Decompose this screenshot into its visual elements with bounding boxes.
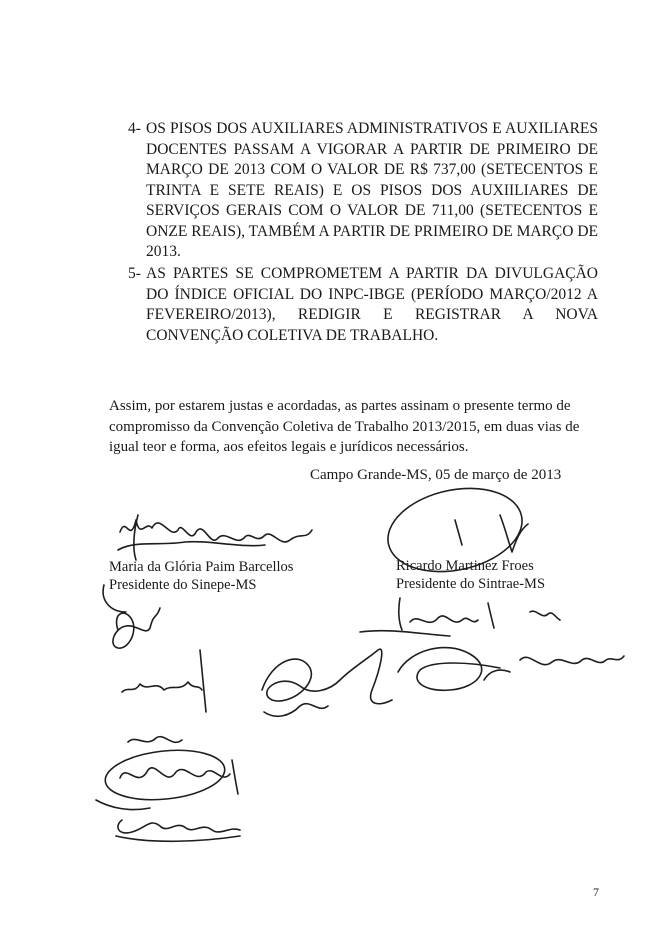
signatory-name: Ricardo Martinez Froes [396, 558, 534, 574]
signatory-role: Presidente do Sinepe-MS [109, 577, 257, 593]
signature-mid-center [262, 649, 392, 704]
signatory-name: Maria da Glória Paim Barcellos [109, 559, 294, 575]
clause-item-4 [128, 119, 598, 263]
signature-barcellos [120, 520, 312, 542]
page-mark: 7 [593, 885, 599, 899]
clause-text: OS PISOS DOS AUXILIARES ADMINISTRATIVOS E AUXILIARES DOCENTES PASSAM A VIGORAR A PARTIR DE PRIMEIRO DE MARÇO DE 2013 COM O VALOR DE R$ 737,00 (SETECENTOS E TRINTA E SETE REAIS) E OS PISOS DOS AUXIILIARES DE SERVIÇOS GERAIS COM O VALOR DE 711,00 (SETECENTOS E ONZE REAIS), TAMBÉM A PARTIR DE PRIMEIRO DE MARÇO DE 2013. [146, 120, 598, 260]
clause-text: AS PARTES SE COMPROMETEM A PARTIR DA DIVULGAÇÃO DO ÍNDICE OFICIAL DO INPC-IBGE (PERÍODO MARÇO/2012 A FEVEREIRO/2013), REDIGIR E REGISTRAR A NOVA CONVENÇÃO COLETIVA DE TRABALHO. [146, 265, 598, 344]
signatory-role: Presidente do Sintrae-MS [396, 576, 546, 592]
signature-bottom-loop [103, 745, 227, 805]
signature-bottom-2 [118, 820, 240, 833]
clause-number: 5- [128, 265, 141, 282]
signature-bottom-1 [128, 737, 182, 743]
clause-number: 4- [128, 120, 141, 137]
place-date: Campo Grande-MS, 05 de março de 2013 [310, 467, 562, 483]
closing-paragraph: Assim, por estarem justas e acordadas, as partes assinam o presente termo de compromisso da Convenção Coletiva de Trabalho 2013/2015, em duas vias de igual teor e forma, aos efeitos legais e jurídicos necessários. [109, 398, 580, 455]
signature-mid-right [520, 656, 624, 665]
signatory-left [109, 558, 293, 594]
signature-mid-left [113, 608, 160, 648]
signatory-right [396, 557, 545, 593]
clause-item-5 [128, 264, 598, 346]
